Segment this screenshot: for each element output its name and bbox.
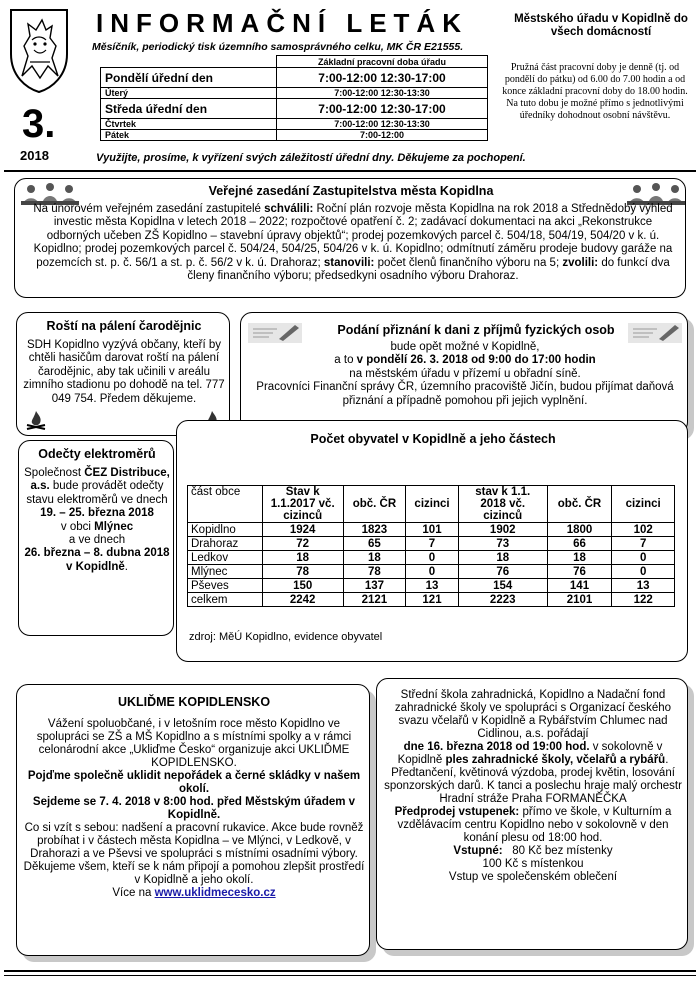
table-row: Kopidlno 1924 1823 101 1902 1800 102	[188, 523, 675, 537]
hours-day: Pátek	[101, 130, 277, 141]
hours-time: 7:00-12:00	[277, 130, 488, 141]
cleanup-website-link[interactable]: www.uklidmecesko.cz	[154, 887, 276, 899]
table-header: Stav k 1.1.2017 vč. cizinců	[262, 486, 343, 523]
brushwood-text: SDH Kopidlno vyzývá občany, kteří by chtěli hasičům darovat roští na pálení čarodějnic, aby tak učinili v areálu zimního stadionu po dohodě na tel. 777 049 754. Předem děkujeme.	[23, 339, 225, 405]
table-header: obč. ČR	[343, 486, 406, 523]
newsletter-subtitle: Měsíčník, periodický tisk územního samosprávného celku, MK ČR E21555.	[92, 41, 464, 53]
table-row: Pševes 150 137 13 154 141 13	[188, 579, 675, 593]
population-table	[187, 485, 675, 607]
flexible-hours-note: Pružná část pracovní doby je denně (tj. od pondělí do pátku) od 6.00 do 7.00 hodin a od konce základní pracovní doby do 18.00 hodin. Na tuto dobu je možné přímo s jednotlivými úředníky dohodnout osobní návštěvu.	[502, 62, 688, 121]
slogan: Využijte, prosíme, k vyřízení svých záležitostí úřední dny. Děkujeme za pochopení.	[96, 152, 526, 164]
hours-time: 7:00-12:00 12:30-17:00	[277, 68, 488, 88]
brushwood-box	[16, 312, 230, 436]
hours-time: 7:00-12:00 12:30-13:30	[277, 88, 488, 99]
ball-text: Střední škola zahradnická, Kopidlno a Nadační fond zahradnické školy ve spolupráci s Organizací českého svazu včelařů v Kopidlně a Rybářstvím Chlumec nad Cidlinou, a.s. pořádají dne 16. března 2018 od 19:00 hod. v sokolovně v Kopidlně ples zahradnické školy, včelařů a rybářů. Předtančení, květinová výzdoba, prodej květin, losování sponzorských darů. K tanci a poslechu hraje malý orchestr Hradní stráže Praha FORMANĚČKA Předprodej vstupenek: přímo ve škole, v Kulturním a vzdělávacím centru Kopidlno nebo v sokolovně v den konání plesu od 18:00 hod. Vstupné: 80 Kč bez místenky 100 Kč s místenkou Vstup ve společenském oblečení	[384, 689, 682, 883]
table-row: celkem 2242 2121 121 2223 2101 122	[188, 593, 675, 607]
population-box	[176, 420, 688, 662]
header-rule	[4, 170, 696, 172]
issue-number: 3.	[22, 102, 56, 146]
meter-reading-box	[18, 440, 174, 636]
table-row: Ledkov 18 18 0 18 18 0	[188, 551, 675, 565]
hours-day: Úterý	[101, 88, 277, 99]
bonfire-icon	[25, 409, 47, 431]
table-header: část obce	[188, 486, 263, 523]
table-row: Drahoraz 72 65 7 73 66 7	[188, 537, 675, 551]
council-meeting-box	[14, 178, 686, 298]
cleanup-box	[16, 684, 370, 956]
brushwood-title: Roští na pálení čarodějnic	[46, 319, 202, 333]
footer-rule-thin	[4, 975, 696, 976]
council-text: Na únorovém veřejném zasedání zastupitelé schválili: Roční plán rozvoje města Kopidlna na rok 2018 a Střednědobý výhled investic města Kopidlna v letech 2018 – 2022; rozpočtové opatření č. 2; zadávací dokumentaci na akci „Rekonstrukce odborných učeben ZŠ Kopidlno – stavební úpravy objektů“; prodej pozemkových parcel č. 504/18, 504/19, 504/20 v k. ú. Kopidlno; prodej pozemkových parcel č. 504/24, 504/25, 504/26 v k. ú. Kopidlno; odmítnutí záměru prodeje budovy garáže na pozemcích st. p. č. 56/1 a st. p. č. 56/2 v k. ú. Drahoraz; stanovili: počet členů finančního výboru na 5; zvolili: do funkcí dva členy finančního výboru; předsedkyni osadního výboru Drahoraz.	[33, 203, 673, 283]
population-source: zdroj: MěÚ Kopidlno, evidence obyvatel	[189, 631, 383, 643]
table-header: stav k 1.1. 2018 vč. cizinců	[458, 486, 547, 523]
hours-day: Čtvrtek	[101, 119, 277, 130]
meter-text: Společnost ČEZ Distribuce, a.s. bude provádět odečty stavu elektroměrů ve dnech 19. – 25. března 2018 v obci Mlýnec a ve dnech 26. března – 8. dubna 2018 v Kopidlně.	[24, 467, 170, 573]
school-ball-box	[376, 678, 688, 950]
council-title: Veřejné zasedání Zastupitelstva města Kopidlna	[208, 184, 494, 198]
tax-return-box	[240, 312, 688, 434]
office-heading: Městského úřadu v Kopidlně do všech domácností	[514, 13, 688, 38]
tax-text: bude opět možné v Kopidlně, a to v pondělí 26. 3. 2018 od 9:00 do 17:00 hodin na městském úřadu v přízemí u obřadní síně. Pracovníci Finanční správy ČR, územního pracoviště Jičín, budou přijímat daňová přiznání a případně pomohou při jejich vyplnění.	[256, 341, 674, 407]
hours-day: Středa úřední den	[101, 99, 277, 119]
population-title: Počet obyvatel v Kopidlně a jeho částech	[310, 432, 556, 446]
town-crest-logo	[8, 6, 70, 94]
table-header: cizinci	[612, 486, 675, 523]
newsletter-title: INFORMAČNÍ LETÁK	[96, 8, 468, 38]
issue-year: 2018	[20, 148, 49, 163]
hours-heading: Základní pracovní doba úřadu	[277, 56, 488, 68]
tax-title: Podání přiznání k dani z příjmů fyzických osob	[337, 323, 615, 337]
hours-time: 7:00-12:00 12:30-17:00	[277, 99, 488, 119]
hours-time: 7:00-12:00 12:30-13:30	[277, 119, 488, 130]
footer-rule	[4, 970, 696, 972]
meter-title: Odečty elektroměrů	[38, 447, 156, 461]
cleanup-title: UKLIĎME KOPIDLENSKO	[117, 695, 271, 709]
table-header: cizinci	[406, 486, 459, 523]
table-header: obč. ČR	[547, 486, 612, 523]
cleanup-text: Vážení spoluobčané, i v letošním roce město Kopidlno ve spolupráci se ZŠ a MŠ Kopidlno a s místními spolky a v rámci celonárodní akce „Ukliďme Česko“ organizuje akci UKLIĎME KOPIDLENSKO. Pojďme společně uklidit nepořádek a černé skládky v našem okolí. Sejdeme se 7. 4. 2018 v 8:00 hod. před Městským úřadem v Kopidlně. Co si vzít s sebou: nadšení a pracovní rukavice. Akce bude rovněž probíhat i v částech města Kopidlna – ve Mlýnci, v Ledkově, v Drahorazi a ve Pševsi ve spolupráci s místními osadními výbory. Děkujeme všem, kteří se k nám připojí a pomohou zlepšit prostředí v Kopidlně a jeho okolí. Více na www.uklidmecesko.cz	[23, 718, 365, 899]
hours-day: Pondělí úřední den	[101, 68, 277, 88]
table-row: Mlýnec 78 78 0 76 76 0	[188, 565, 675, 579]
office-hours-table	[100, 55, 488, 141]
